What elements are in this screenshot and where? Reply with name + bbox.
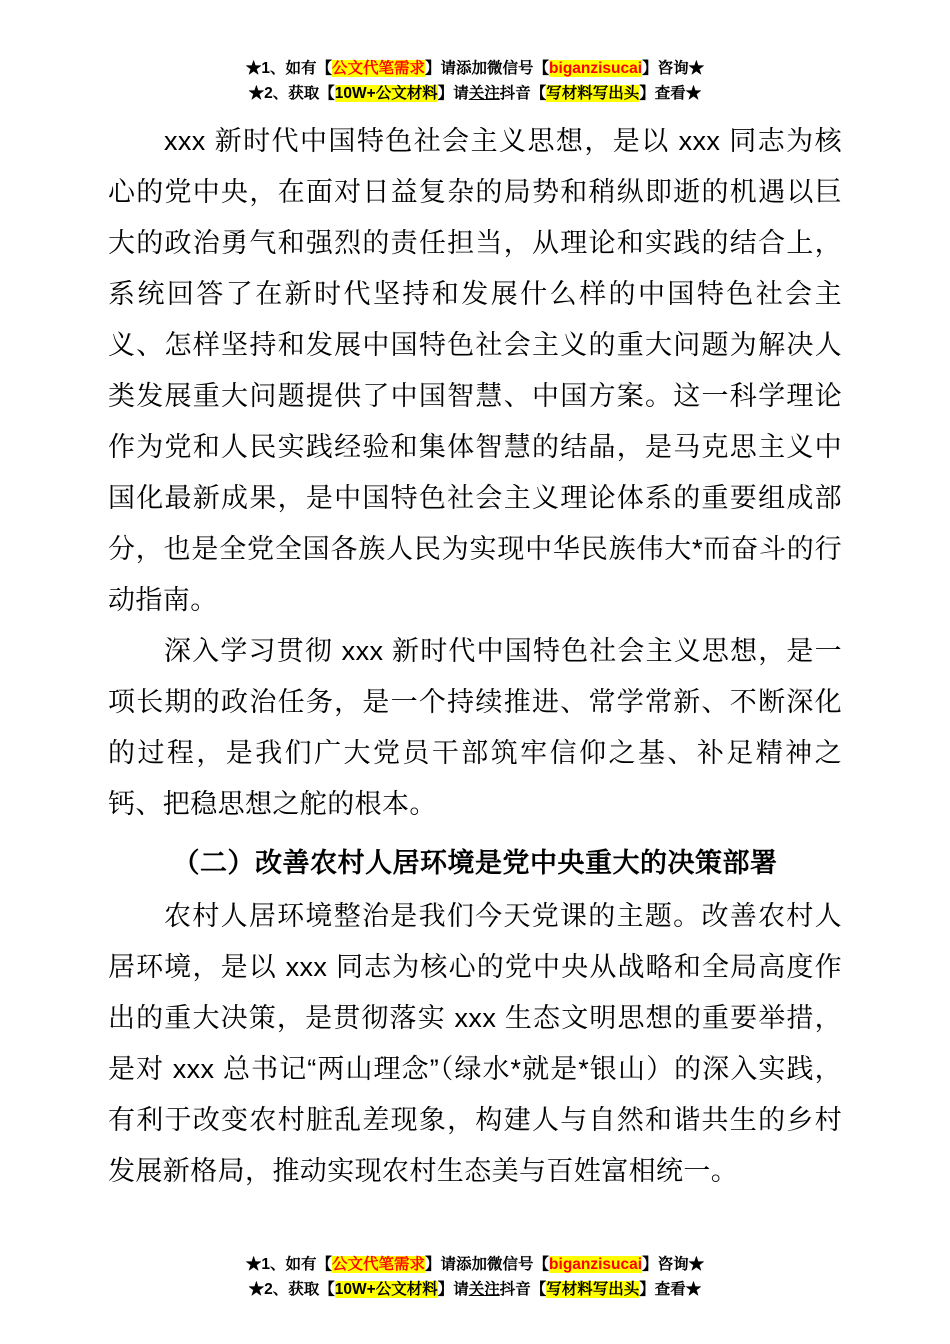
promo-line1-prefix: ★1、如有【 [245, 60, 333, 77]
promo-b-line1-prefix: ★1、如有【 [245, 1255, 333, 1273]
promo-b-line1-highlight-2: biganzisucai [549, 1255, 643, 1273]
promo-line1-mid: 】请添加微信号【 [425, 60, 550, 77]
promo-banner-top-line-2 [108, 81, 842, 106]
section-heading: （二）改善农村人居环境是党中央重大的决策部署 [172, 848, 778, 879]
promo-banner-bottom [108, 1246, 842, 1302]
promo-b-line2-underlined: 关注 [468, 1280, 500, 1298]
promo-banner-top-line-1 [108, 56, 842, 81]
promo-line1-highlight-1: 公文代笔需求 [332, 60, 426, 77]
promo-b-line1-tail: 询★ [673, 1255, 705, 1273]
paragraph-2: 深入学习贯彻 xxx 新时代中国特色社会主义思想，是一项长期的政治任务，是一个持续推进、常学常新、不断深化的过程，是我们广大党员干部筑牢信仰之基、补足精神之钙、把稳思想之舵的根本。 [108, 636, 842, 820]
promo-line2-highlight-1: 10W+公文材料 [334, 85, 438, 103]
promo-b-line1-mid: 】请添加微信号【 [425, 1255, 550, 1273]
promo-banner-top [108, 56, 842, 106]
promo-b-line2-highlight-2: 写材料写出头 [546, 1280, 640, 1298]
promo-line2-highlight-2: 写材料写出头 [546, 85, 640, 103]
promo-b-line2-mid: 】请 [437, 1280, 469, 1298]
promo-line2-prefix: ★2、获取【 [248, 85, 335, 103]
promo-banner-bottom-line-2 [108, 1277, 842, 1302]
promo-line2-mid: 】请 [437, 85, 469, 103]
promo-line2-tail: 】查看★ [639, 85, 702, 103]
paragraph-1: xxx 新时代中国特色社会主义思想，是以 xxx 同志为核心的党中央，在面对日益复杂的局势和稍纵即逝的机遇以巨大的政治勇气和强烈的责任担当，从理论和实践的结合上，系统回答了在新时代坚持和发展什么样的中国特色社会主义、怎样坚持和发展中国特色社会主义的重大问题为解决人类发展重大问题提供了中国智慧、中国方案。这一科学理论作为党和人民实践经验和集体智慧的结晶，是马克思主义中国化最新成果，是中国特色社会主义理论体系的重要组成部分，也是全党全国各族人民为实现中华民族伟大*而奋斗的行动指南。 [108, 126, 842, 616]
promo-b-line2-highlight-1: 10W+公文材料 [334, 1280, 438, 1298]
promo-line2-underlined: 关注 [468, 85, 500, 103]
paragraph-3: 农村人居环境整治是我们今天党课的主题。改善农村人居环境，是以 xxx 同志为核心的党中央从战略和全局高度作出的重大决策，是贯彻落实 xxx 生态文明思想的重要举措，是对 xxx 总书记“两山理念”（绿水*就是*银山）的深入实践，有利于改变农村脏乱差现象，构建人与自然和谐共生的乡村发展新格局，推动实现农村生态美与百姓富相统一。 [108, 901, 842, 1187]
promo-b-line2-tail: 】查看★ [639, 1280, 702, 1298]
promo-banner-bottom-line-1 [108, 1252, 842, 1277]
promo-line1-mid-2: 】咨 [642, 60, 674, 77]
promo-line2-mid-2: 抖音【 [499, 85, 547, 103]
promo-line1-tail: 询★ [673, 60, 705, 77]
promo-b-line2-prefix: ★2、获取【 [248, 1280, 335, 1298]
promo-b-line2-mid-2: 抖音【 [499, 1280, 547, 1298]
promo-line1-highlight-2: biganzisucai [549, 60, 643, 77]
promo-b-line1-highlight-1: 公文代笔需求 [332, 1255, 426, 1273]
promo-b-line1-mid-2: 】咨 [642, 1255, 674, 1273]
